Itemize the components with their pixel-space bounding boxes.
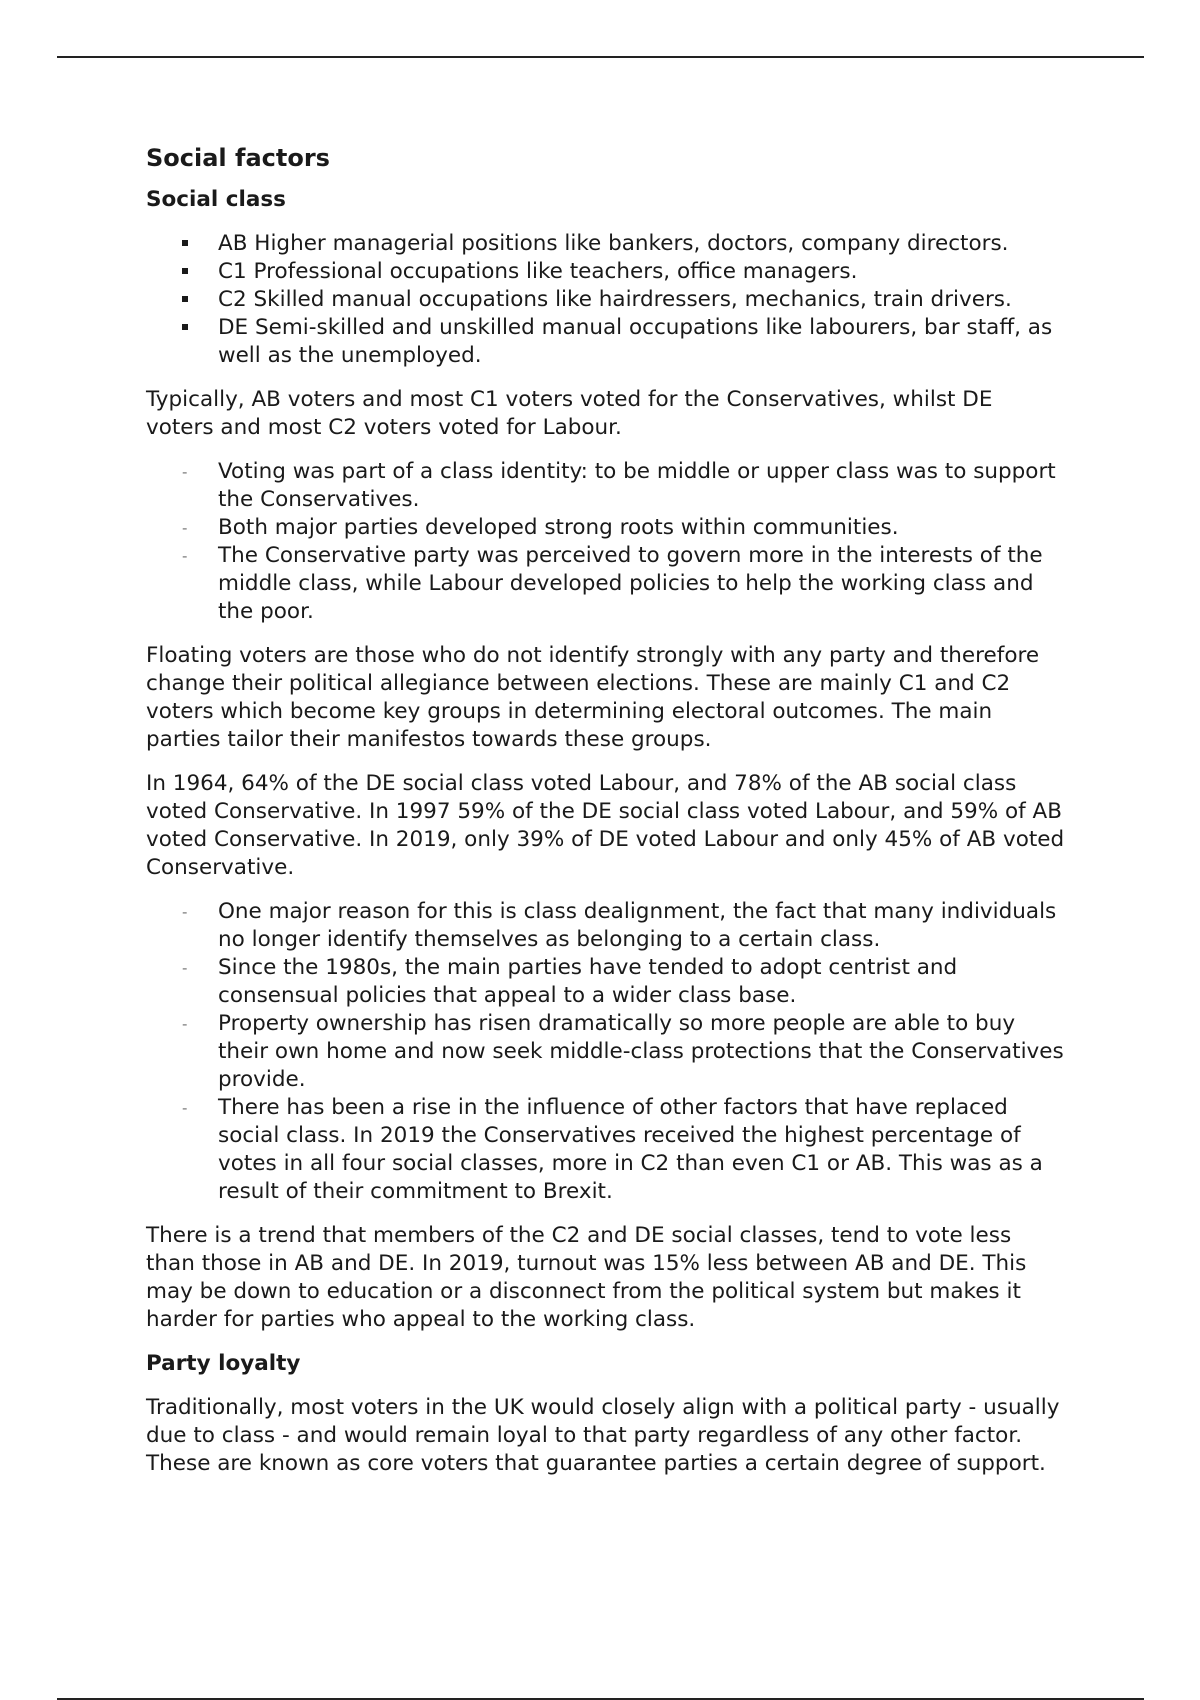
- class-identity-reasons-list: [146, 458, 1066, 626]
- dash-bullet-icon: -: [182, 547, 188, 565]
- list-item: [146, 314, 1066, 370]
- document-body: [146, 143, 1066, 1494]
- square-bullet-icon: [182, 258, 202, 286]
- dash-bullet-icon: -: [182, 1015, 188, 1033]
- list-item-text: Both major parties developed strong roots within communities.: [218, 515, 899, 540]
- square-bullet-icon: [182, 314, 202, 342]
- dash-bullet-icon: -: [182, 463, 188, 481]
- list-item: [146, 286, 1066, 314]
- list-item-text: The Conservative party was perceived to govern more in the interests of the middle class, while Labour developed policies to help the working class and the poor.: [218, 543, 1043, 624]
- list-item: [146, 1010, 1066, 1094]
- list-item: [146, 514, 1066, 542]
- square-bullet-icon: [182, 286, 202, 314]
- dash-bullet-icon: -: [182, 959, 188, 977]
- voting-statistics-paragraph: In 1964, 64% of the DE social class voted Labour, and 78% of the AB social class voted Conservative. In 1997 59% of the DE social class voted Labour, and 59% of AB voted Conservative. In 2019, only 39% of DE voted Labour and only 45% of AB voted Conservative.: [146, 771, 1065, 880]
- list-item: [146, 458, 1066, 514]
- list-item-text: AB Higher managerial positions like bankers, doctors, company directors.: [218, 231, 1009, 256]
- list-item: [146, 542, 1066, 626]
- list-item: [146, 1094, 1066, 1206]
- list-item-text: C2 Skilled manual occupations like hairdressers, mechanics, train drivers.: [218, 287, 1012, 312]
- list-item-text: There has been a rise in the influence of other factors that have replaced social class. In 2019 the Conservatives received the highest percentage of votes in all four social classes, more in C2 than even C1 or AB. This was as a result of their commitment to Brexit.: [218, 1095, 1043, 1204]
- social-class-groups-list: [146, 230, 1066, 370]
- list-item-text: DE Semi-skilled and unskilled manual occupations like labourers, bar staff, as well as the unemployed.: [218, 315, 1053, 368]
- dash-bullet-icon: -: [182, 1099, 188, 1117]
- list-item: [146, 898, 1066, 954]
- dealignment-reasons-list: [146, 898, 1066, 1206]
- dash-bullet-icon: -: [182, 519, 188, 537]
- page-title: Social factors: [146, 144, 330, 172]
- typical-voting-paragraph: Typically, AB voters and most C1 voters voted for the Conservatives, whilst DE voters and most C2 voters voted for Labour.: [146, 387, 993, 440]
- list-item-text: Voting was part of a class identity: to be middle or upper class was to support the Conservatives.: [218, 459, 1056, 512]
- list-item-text: C1 Professional occupations like teachers, office managers.: [218, 259, 858, 284]
- section-heading-social-class: Social class: [146, 187, 286, 212]
- floating-voters-paragraph: Floating voters are those who do not identify strongly with any party and therefore change their political allegiance between elections. These are mainly C1 and C2 voters which become key groups in determining electoral outcomes. The main parties tailor their manifestos towards these groups.: [146, 643, 1040, 752]
- list-item: [146, 258, 1066, 286]
- header-rule: [57, 56, 1144, 58]
- list-item-text: One major reason for this is class dealignment, the fact that many individuals no longer identify themselves as belonging to a certain class.: [218, 899, 1057, 952]
- list-item-text: Since the 1980s, the main parties have tended to adopt centrist and consensual policies that appeal to a wider class base.: [218, 955, 958, 1008]
- list-item: [146, 230, 1066, 258]
- section-heading-party-loyalty: Party loyalty: [146, 1351, 301, 1376]
- dash-bullet-icon: -: [182, 903, 188, 921]
- square-bullet-icon: [182, 230, 202, 258]
- list-item: [146, 954, 1066, 1010]
- list-item-text: Property ownership has risen dramatically so more people are able to buy their own home and now seek middle-class protections that the Conservatives provide.: [218, 1011, 1064, 1092]
- turnout-paragraph: There is a trend that members of the C2 and DE social classes, tend to vote less than those in AB and DE. In 2019, turnout was 15% less between AB and DE. This may be down to education or a disconnect from the political system but makes it harder for parties who appeal to the working class.: [146, 1223, 1027, 1332]
- party-loyalty-paragraph: Traditionally, most voters in the UK would closely align with a political party - usually due to class - and would remain loyal to that party regardless of any other factor. These are known as core voters that guarantee parties a certain degree of support.: [146, 1395, 1060, 1476]
